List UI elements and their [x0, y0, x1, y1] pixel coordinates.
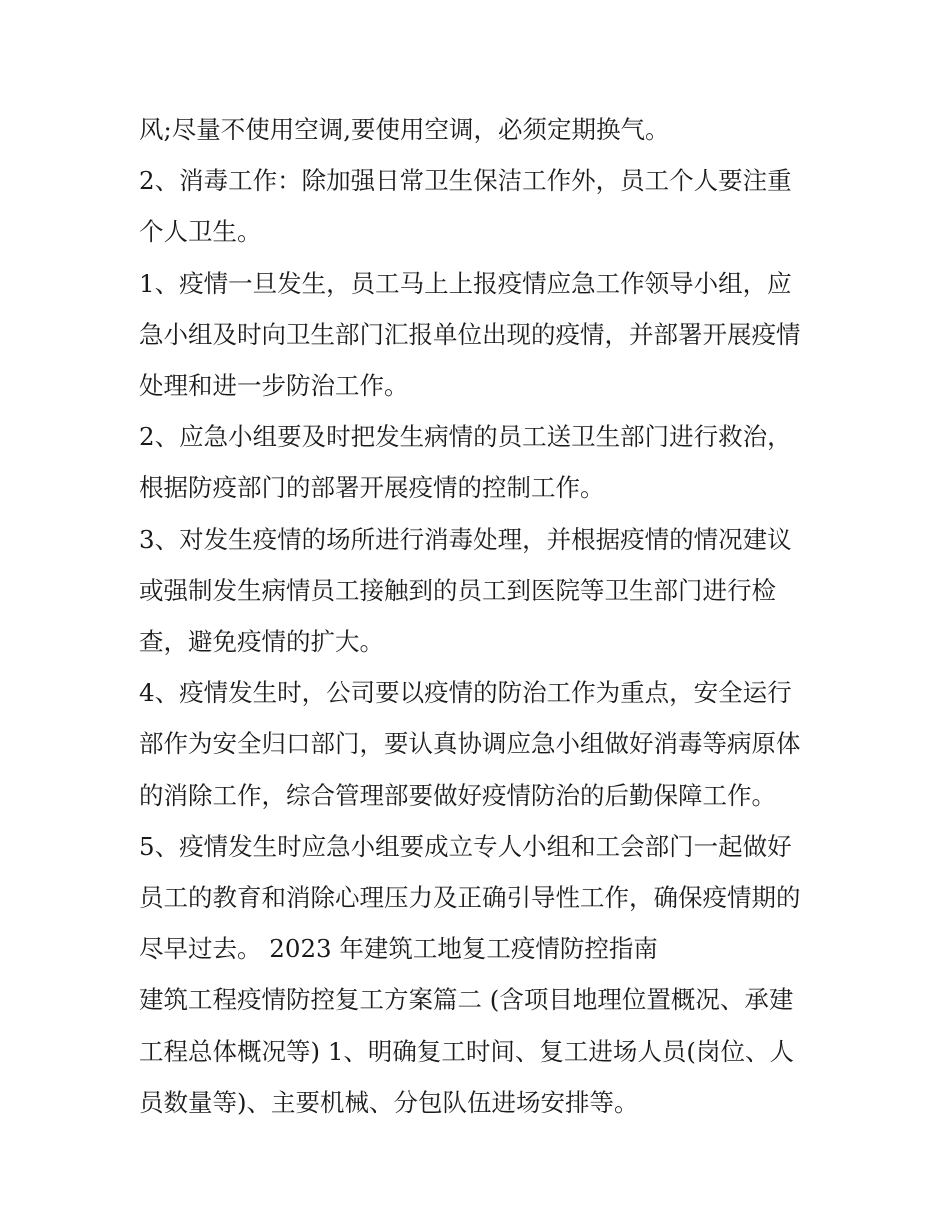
text-line: 或强制发生病情员工接触到的员工到医院等卫生部门进行检 [139, 575, 776, 605]
text-line: 工程总体概况等) 1、明确复工时间、复工进场人员(岗位、人 [139, 1036, 794, 1066]
text-line: 2、应急小组要及时把发生病情的员工送卫生部门进行救治， [139, 422, 792, 452]
text-line: 5、疫情发生时应急小组要成立专人小组和工会部门一起做好 [139, 831, 792, 861]
text-line: 风;尽量不使用空调,要使用空调，必须定期换气。 [139, 115, 670, 144]
text-line: 1、疫情一旦发生，员工马上上报疫情应急工作领导小组，应 [139, 268, 792, 298]
text-line: 2、消毒工作：除加强日常卫生保洁工作外，员工个人要注重 [139, 166, 792, 196]
text-line: 员数量等)、主要机械、分包队伍进场安排等。 [139, 1087, 639, 1117]
text-line: 处理和进一步防治工作。 [139, 371, 409, 401]
text-line: 4、疫情发生时，公司要以疫情的防治工作为重点，安全运行 [139, 678, 792, 708]
text-line: 尽早过去。 2023 年建筑工地复工疫情防控指南 [139, 934, 658, 964]
text-line: 建筑工程疫情防控复工方案篇二 (含项目地理位置概况、承建 [139, 985, 794, 1015]
text-line: 个人卫生。 [139, 217, 262, 247]
text-line: 部作为安全归口部门，要认真协调应急小组做好消毒等病原体 [139, 729, 801, 759]
text-line: 根据防疫部门的部署开展疫情的控制工作。 [139, 473, 605, 503]
text-line: 员工的教育和消除心理压力及正确引导性工作，确保疫情期的 [139, 883, 801, 913]
text-line: 3、对发生疫情的场所进行消毒处理，并根据疫情的情况建议 [139, 524, 792, 554]
text-line: 急小组及时向卫生部门汇报单位出现的疫情，并部署开展疫情 [139, 319, 801, 349]
text-line: 查，避免疫情的扩大。 [139, 627, 384, 657]
document-body [139, 104, 819, 1128]
text-line: 的消除工作，综合管理部要做好疫情防治的后勤保障工作。 [139, 780, 776, 810]
